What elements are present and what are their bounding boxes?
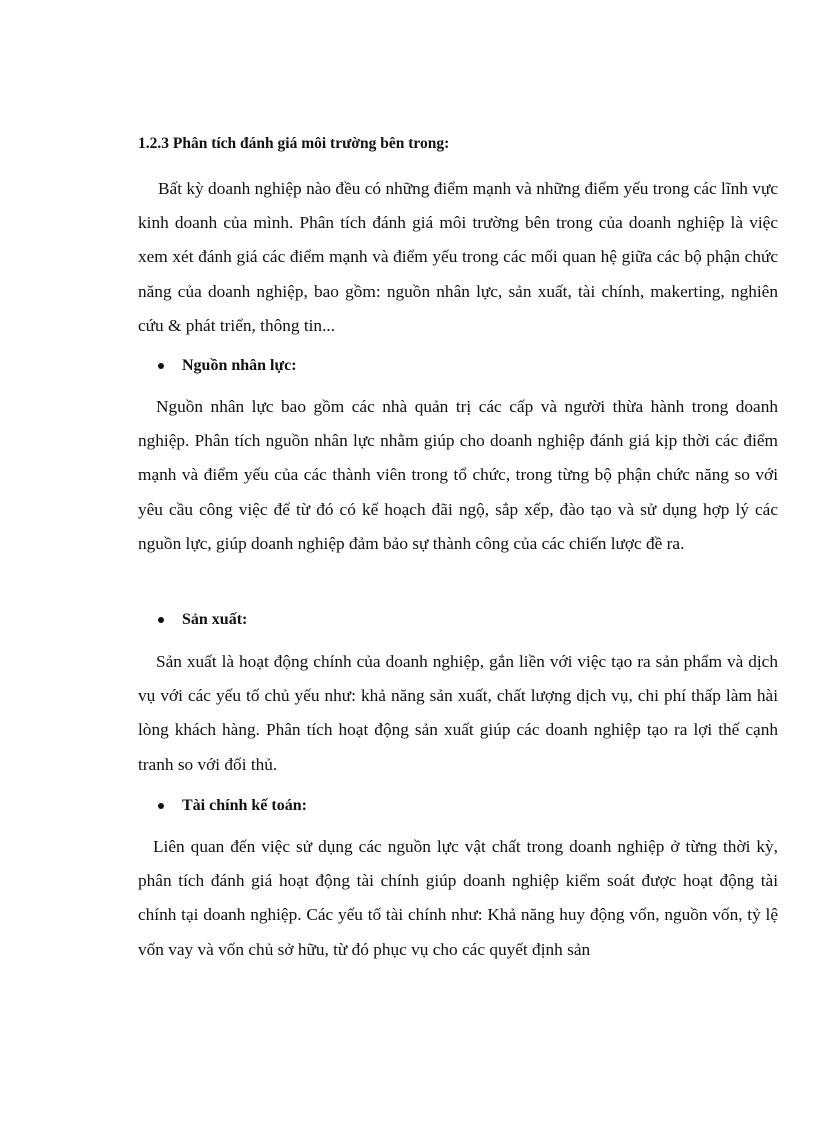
bullet-icon <box>158 617 164 623</box>
bullet-title: Nguồn nhân lực: <box>182 357 297 374</box>
finance-paragraph: Liên quan đến việc sử dụng các nguồn lực vật chất trong doanh nghiệp ở từng thời kỳ, phân tích đánh giá hoạt động tài chính giúp doanh nghiệp kiểm soát được hoạt động tài chính tại doanh nghiệp. Các yếu tố tài chính như: Khả năng huy động vốn, nguồn vốn, tỷ lệ vốn vay và vốn chủ sở hữu, từ đó phục vụ cho các quyết định sản <box>138 837 778 959</box>
bullet-icon <box>158 363 164 369</box>
bullet-item-finance-accounting <box>158 795 307 817</box>
section-heading: 1.2.3 Phân tích đánh giá môi trường bên trong: <box>138 135 450 152</box>
production-paragraph: Sản xuất là hoạt động chính của doanh nghiệp, gắn liền với việc tạo ra sản phẩm và dịch vụ với các yếu tố chủ yếu như: khả năng sản xuất, chất lượng dịch vụ, chi phí thấp làm hài lòng khách hàng. Phân tích hoạt động sản xuất giúp các doanh nghiệp tạo ra lợi thế cạnh tranh so với đối thủ. <box>138 652 778 774</box>
intro-paragraph: Bất kỳ doanh nghiệp nào đều có những điểm mạnh và những điểm yếu trong các lĩnh vực kinh doanh của mình. Phân tích đánh giá môi trường bên trong của doanh nghiệp là việc xem xét đánh giá các điểm mạnh và điểm yếu trong các mối quan hệ giữa các bộ phận chức năng của doanh nghiệp, bao gồm: nguồn nhân lực, sản xuất, tài chính, makerting, nghiên cứu & phát triển, thông tin... <box>138 179 778 335</box>
bullet-title: Tài chính kế toán: <box>182 797 307 814</box>
bullet-title: Sản xuất: <box>182 611 248 628</box>
human-resources-paragraph: Nguồn nhân lực bao gồm các nhà quản trị các cấp và người thừa hành trong doanh nghiệp. Phân tích nguồn nhân lực nhằm giúp cho doanh nghiệp đánh giá kịp thời các điểm mạnh và điểm yếu của các thành viên trong tổ chức, trong từng bộ phận chức năng so với yêu cầu công việc để từ đó có kế hoạch đãi ngộ, sắp xếp, đào tạo và sử dụng hợp lý các nguồn lực, giúp doanh nghiệp đảm bảo sự thành công của các chiến lược đề ra. <box>138 397 778 553</box>
bullet-icon <box>158 803 164 809</box>
bullet-item-human-resources <box>158 355 297 377</box>
bullet-item-production <box>158 609 247 631</box>
